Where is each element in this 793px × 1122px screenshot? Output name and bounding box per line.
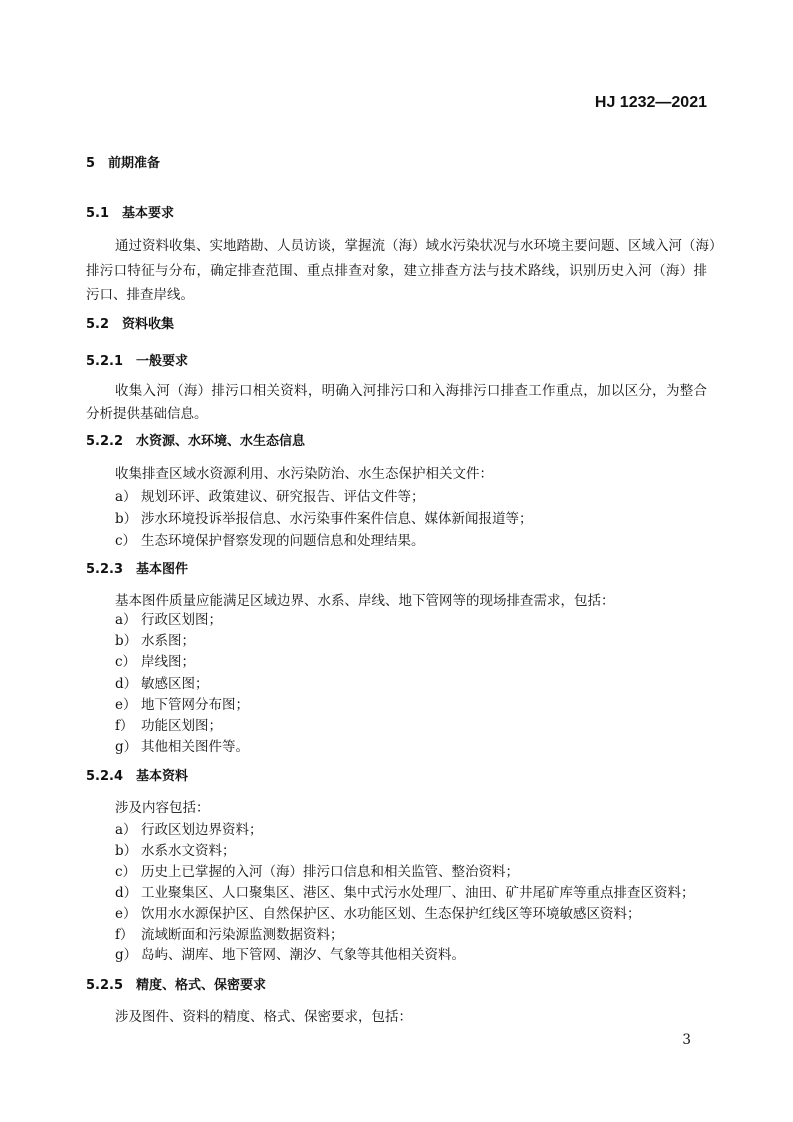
list-item <box>115 842 236 860</box>
paragraph-line: 排污口特征与分布，确定排查范围、重点排查对象，建立排查方法与技术路线，识别历史入河（海）排 <box>86 263 707 279</box>
list-item <box>115 738 249 756</box>
list-marker: c） <box>115 654 137 670</box>
list-item-text: 其他相关图件等。 <box>141 739 249 755</box>
page-number: 3 <box>682 1032 691 1048</box>
list-item-text: 功能区划图； <box>141 718 222 734</box>
list-item-text: 地下管网分布图； <box>141 697 249 713</box>
list-marker: c） <box>115 533 137 549</box>
list-marker: b） <box>115 633 138 649</box>
paragraph: 基本图件质量应能满足区域边界、水系、岸线、地下管网等的现场排查需求，包括： <box>115 593 615 609</box>
standard-number-header: HJ 1232—2021 <box>594 94 707 111</box>
list-item <box>115 863 519 881</box>
paragraph: 收集排查区域水资源利用、水污染防治、水生态保护相关文件： <box>115 466 493 482</box>
list-marker: a） <box>115 612 137 628</box>
list-marker: e） <box>115 697 137 713</box>
section-5-1-heading: 5.1 基本要求 <box>86 206 175 221</box>
list-item <box>115 946 465 964</box>
list-item <box>115 905 641 923</box>
list-item <box>115 675 209 693</box>
list-marker: a） <box>115 822 137 838</box>
paragraph-line: 分析提供基础信息。 <box>86 406 208 422</box>
section-5-2-4-heading: 5.2.4 基本资料 <box>86 769 189 784</box>
list-marker: g） <box>115 947 138 963</box>
list-item-text: 行政区划边界资料； <box>141 822 263 838</box>
list-marker: d） <box>115 885 138 901</box>
list-item <box>115 632 195 650</box>
list-marker: a） <box>115 489 137 505</box>
paragraph: 涉及内容包括： <box>115 800 210 816</box>
list-item-text: 涉水环境投诉举报信息、水污染事件案件信息、媒体新闻报道等； <box>141 511 533 527</box>
list-item-text: 岛屿、湖库、地下管网、潮汐、气象等其他相关资料。 <box>141 947 465 963</box>
list-item-text: 行政区划图； <box>141 612 222 628</box>
list-item-text: 岸线图； <box>141 654 195 670</box>
list-item-text: 流域断面和污染源监测数据资料； <box>141 927 344 943</box>
list-marker: f） <box>115 927 134 943</box>
list-item <box>115 926 344 944</box>
list-item-text: 工业聚集区、人口聚集区、港区、集中式污水处理厂、油田、矿井尾矿库等重点排查区资料； <box>141 885 695 901</box>
list-marker: f） <box>115 718 134 734</box>
list-item <box>115 611 222 629</box>
section-5-heading: 5 前期准备 <box>86 156 161 171</box>
list-marker: b） <box>115 511 138 527</box>
list-marker: b） <box>115 843 138 859</box>
list-item <box>115 653 195 671</box>
paragraph-line: 污口、排查岸线。 <box>86 287 194 303</box>
list-item-text: 饮用水水源保护区、自然保护区、水功能区划、生态保护红线区等环境敏感区资料； <box>141 906 641 922</box>
list-item <box>115 717 222 735</box>
list-marker: c） <box>115 864 137 880</box>
section-5-2-heading: 5.2 资料收集 <box>86 317 175 332</box>
list-item-text: 水系水文资料； <box>141 843 236 859</box>
list-item-text: 生态环境保护督察发现的问题信息和处理结果。 <box>141 533 425 549</box>
list-item <box>115 696 249 714</box>
list-marker: d） <box>115 676 138 692</box>
section-5-2-5-heading: 5.2.5 精度、格式、保密要求 <box>86 978 267 993</box>
paragraph: 涉及图件、资料的精度、格式、保密要求，包括： <box>115 1009 412 1025</box>
list-item-text: 规划环评、政策建议、研究报告、评估文件等； <box>141 489 425 505</box>
paragraph-line: 通过资料收集、实地踏勘、人员访谈，掌握流（海）域水污染状况与水环境主要问题、区域入河（海） <box>115 238 723 254</box>
list-item <box>115 884 695 902</box>
list-item-text: 敏感区图； <box>141 676 209 692</box>
list-marker: g） <box>115 739 138 755</box>
list-item <box>115 510 533 528</box>
list-marker: e） <box>115 906 137 922</box>
section-5-2-2-heading: 5.2.2 水资源、水环境、水生态信息 <box>86 434 306 449</box>
section-5-2-3-heading: 5.2.3 基本图件 <box>86 562 189 577</box>
list-item <box>115 821 263 839</box>
section-5-2-1-heading: 5.2.1 一般要求 <box>86 354 189 369</box>
list-item <box>115 532 425 550</box>
list-item <box>115 488 425 506</box>
list-item-text: 水系图； <box>141 633 195 649</box>
paragraph-line: 收集入河（海）排污口相关资料，明确入河排污口和入海排污口排查工作重点，加以区分，为整合 <box>115 383 707 399</box>
list-item-text: 历史上已掌握的入河（海）排污口信息和相关监管、整治资料； <box>141 864 519 880</box>
